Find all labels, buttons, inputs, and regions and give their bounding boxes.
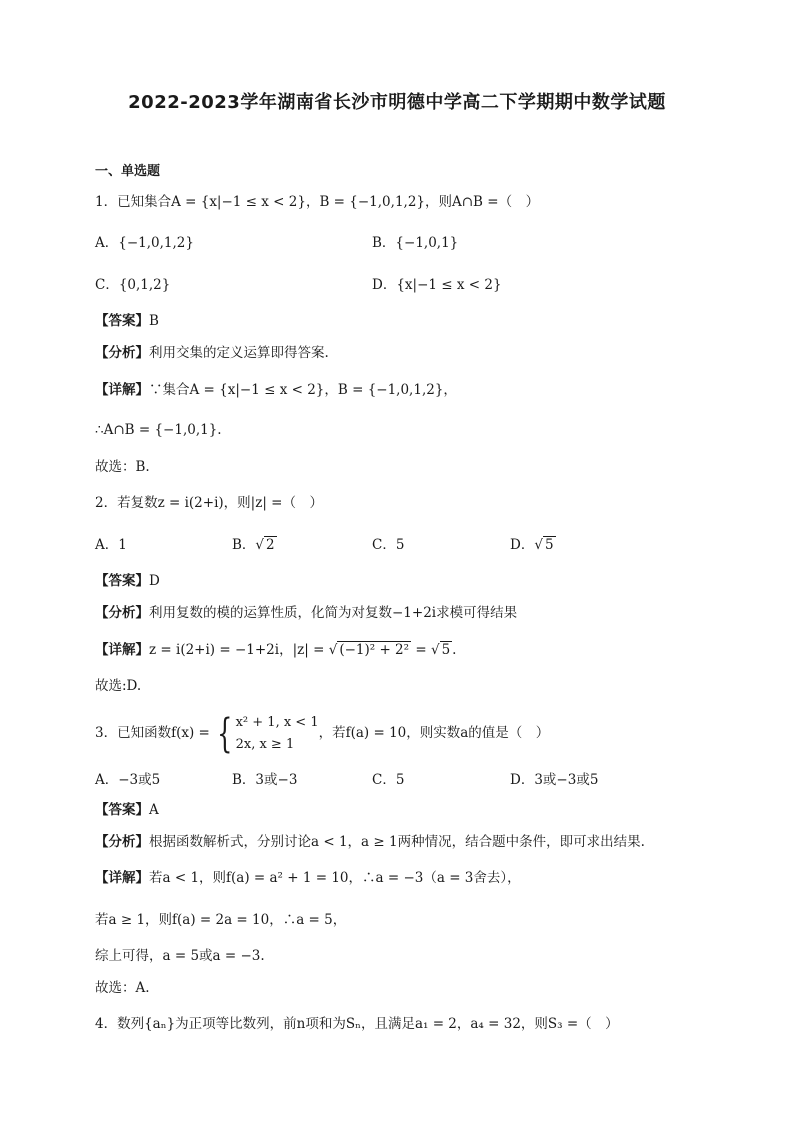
q3-detail-3: 综上可得，a = 5或a = −3.	[95, 948, 265, 964]
q3-option-c: C．5	[372, 772, 405, 788]
q3-answer	[95, 801, 159, 819]
q1-detail	[95, 381, 457, 399]
detail-end: .	[452, 642, 457, 658]
analysis-tag: 【分析】	[95, 834, 149, 850]
detail-text: ∵集合A = {x|−1 ≤ x < 2}，B = {−1,0,1,2}，	[149, 382, 457, 398]
q3-detail-2: 若a ≥ 1，则f(a) = 2a = 10，∴a = 5，	[95, 912, 347, 928]
q2-analysis	[95, 604, 517, 622]
analysis-text: 利用交集的定义运算即得答案.	[149, 345, 329, 361]
q1-detail-2: ∴A∩B = {−1,0,1}.	[95, 422, 222, 438]
q1-analysis	[95, 344, 329, 362]
q3-analysis	[95, 833, 645, 851]
page-title: 2022-2023学年湖南省长沙市明德中学高二下学期期中数学试题	[128, 92, 666, 113]
detail-tag: 【详解】	[95, 642, 149, 658]
q2-stem: 2．若复数z = i(2+i)，则|z| =（ ）	[95, 495, 323, 511]
answer-tag: 【答案】	[95, 802, 149, 818]
q1-answer	[95, 312, 159, 330]
analysis-tag: 【分析】	[95, 345, 149, 361]
q2-detail: 【详解】z = i(2+i) = −1+2i，|z| = √ (−1)² + 2² = √ 5 .	[95, 642, 457, 658]
answer-value: D	[149, 573, 160, 589]
detail-eq: =	[411, 642, 431, 658]
detail-text: z = i(2+i) = −1+2i，|z| =	[149, 642, 329, 658]
q3-stem-a: 3．已知函数f(x) =	[95, 725, 215, 741]
q2-option-c: C．5	[372, 537, 405, 553]
answer-value: A	[149, 802, 159, 818]
q1-option-b: B．{−1,0,1}	[372, 235, 459, 251]
radicand: (−1)² + 2²	[339, 642, 410, 658]
radicand: 2	[266, 537, 275, 553]
detail-text: 若a < 1，则f(a) = a² + 1 = 10，∴a = −3（a = 3舍去），	[149, 870, 521, 886]
option-label: D．	[510, 537, 535, 553]
q2-option-a: A．1	[95, 537, 127, 553]
case-1: x² + 1, x < 1	[235, 714, 319, 730]
q3-detail	[95, 869, 521, 887]
radicand: 5	[441, 642, 451, 658]
q3-stem	[95, 711, 549, 756]
q1-option-a: A．{−1,0,1,2}	[95, 235, 194, 251]
section-heading: 一、单选题	[95, 164, 161, 179]
q3-stem-b: ，若f(a) = 10，则实数a的值是（ ）	[318, 725, 550, 741]
q3-choose: 故选：A.	[95, 980, 150, 996]
q1-option-d: D．{x|−1 ≤ x < 2}	[372, 277, 502, 293]
q2-answer	[95, 572, 160, 590]
q4-stem: 4．数列{aₙ}为正项等比数列，前n项和为Sₙ，且满足a₁ = 2，a₄ = 32，则S₃ =（ ）	[95, 1016, 619, 1032]
q3-option-d: D．3或−3或5	[510, 772, 599, 788]
q3-option-a: A．−3或5	[95, 772, 161, 788]
q2-option-b: B．√ 2	[232, 537, 275, 553]
piecewise-cases	[236, 712, 319, 756]
detail-tag: 【详解】	[95, 870, 149, 886]
answer-value: B	[149, 313, 159, 329]
q1-option-c: C．{0,1,2}	[95, 277, 171, 293]
q3-option-b: B．3或−3	[232, 772, 298, 788]
q1-stem: 1．已知集合A = {x|−1 ≤ x < 2}，B = {−1,0,1,2}，则A∩B =（ ）	[95, 194, 540, 210]
detail-tag: 【详解】	[95, 382, 149, 398]
q2-option-d: D．√ 5	[510, 537, 554, 553]
left-brace: {	[217, 710, 233, 757]
answer-tag: 【答案】	[95, 313, 149, 329]
analysis-text: 根据函数解析式，分别讨论a < 1，a ≥ 1两种情况，结合题中条件，即可求出结果.	[149, 834, 645, 850]
answer-tag: 【答案】	[95, 573, 149, 589]
analysis-text: 利用复数的模的运算性质，化简为对复数−1+2i求模可得结果	[149, 605, 518, 621]
option-label: B．	[232, 537, 256, 553]
analysis-tag: 【分析】	[95, 605, 149, 621]
q2-choose: 故选:D.	[95, 678, 142, 694]
q1-choose: 故选：B.	[95, 459, 150, 475]
case-2: 2x, x ≥ 1	[235, 736, 295, 752]
radicand: 5	[544, 537, 554, 553]
